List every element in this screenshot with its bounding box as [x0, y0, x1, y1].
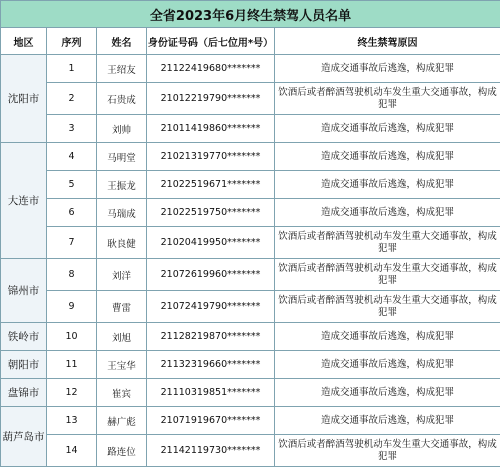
row-name: 耿良健 — [97, 227, 147, 259]
header-region: 地区 — [1, 28, 47, 55]
row-name: 马瑞成 — [97, 199, 147, 227]
row-name: 刘洋 — [97, 259, 147, 291]
row-no: 12 — [47, 379, 97, 407]
row-name: 王绍友 — [97, 55, 147, 83]
table-row — [1, 143, 500, 171]
region-cell: 沈阳市 — [1, 55, 47, 143]
row-no: 2 — [47, 83, 97, 115]
row-reason: 造成交通事故后逃逸，构成犯罪 — [275, 351, 500, 379]
table-row — [1, 115, 500, 143]
row-reason: 造成交通事故后逃逸，构成犯罪 — [275, 407, 500, 435]
row-no: 11 — [47, 351, 97, 379]
row-id: 21072619960******* — [147, 259, 275, 291]
row-id: 21071919670******* — [147, 407, 275, 435]
row-id: 21142119730******* — [147, 435, 275, 467]
row-id: 21011419860******* — [147, 115, 275, 143]
row-reason: 造成交通事故后逃逸，构成犯罪 — [275, 199, 500, 227]
row-id: 21021319770******* — [147, 143, 275, 171]
row-id: 21022519750******* — [147, 199, 275, 227]
row-no: 8 — [47, 259, 97, 291]
table-row — [1, 259, 500, 291]
region-cell: 盘锦市 — [1, 379, 47, 407]
row-reason: 造成交通事故后逃逸，构成犯罪 — [275, 379, 500, 407]
header-no: 序列 — [47, 28, 97, 55]
region-cell: 朝阳市 — [1, 351, 47, 379]
row-id: 21022519671******* — [147, 171, 275, 199]
row-reason: 饮酒后或者醉酒驾驶机动车发生重大交通事故，构成犯罪 — [275, 83, 500, 115]
row-reason: 造成交通事故后逃逸，构成犯罪 — [275, 55, 500, 83]
row-id: 21122419680******* — [147, 55, 275, 83]
row-name: 王宝华 — [97, 351, 147, 379]
region-cell: 大连市 — [1, 143, 47, 259]
table-row — [1, 55, 500, 83]
table-row — [1, 171, 500, 199]
table-row — [1, 379, 500, 407]
table-row — [1, 407, 500, 435]
table-row — [1, 435, 500, 467]
row-name: 崔宾 — [97, 379, 147, 407]
row-no: 6 — [47, 199, 97, 227]
row-no: 10 — [47, 323, 97, 351]
row-id: 21072419790******* — [147, 291, 275, 323]
table-row — [1, 291, 500, 323]
table-title-row — [1, 1, 500, 28]
row-name: 刘旭 — [97, 323, 147, 351]
header-row — [1, 28, 500, 55]
table-title: 全省2023年6月终生禁驾人员名单 — [1, 1, 500, 28]
row-reason: 饮酒后或者醉酒驾驶机动车发生重大交通事故，构成犯罪 — [275, 435, 500, 467]
row-reason: 造成交通事故后逃逸，构成犯罪 — [275, 115, 500, 143]
row-reason: 造成交通事故后逃逸，构成犯罪 — [275, 323, 500, 351]
header-name: 姓名 — [97, 28, 147, 55]
row-id: 21012219790******* — [147, 83, 275, 115]
table-row — [1, 199, 500, 227]
region-cell: 锦州市 — [1, 259, 47, 323]
row-name: 王振龙 — [97, 171, 147, 199]
row-reason: 饮酒后或者醉酒驾驶机动车发生重大交通事故，构成犯罪 — [275, 291, 500, 323]
row-no: 5 — [47, 171, 97, 199]
row-no: 9 — [47, 291, 97, 323]
row-no: 13 — [47, 407, 97, 435]
row-name: 曹雷 — [97, 291, 147, 323]
region-cell: 铁岭市 — [1, 323, 47, 351]
row-no: 14 — [47, 435, 97, 467]
row-name: 路连位 — [97, 435, 147, 467]
row-no: 4 — [47, 143, 97, 171]
row-no: 7 — [47, 227, 97, 259]
row-no: 1 — [47, 55, 97, 83]
table-row — [1, 351, 500, 379]
region-cell: 葫芦岛市 — [1, 407, 47, 467]
table-row — [1, 323, 500, 351]
row-name: 石贵成 — [97, 83, 147, 115]
row-id: 21128219870******* — [147, 323, 275, 351]
table-row — [1, 83, 500, 115]
header-id: 身份证号码（后七位用*号） — [147, 28, 275, 55]
table-row — [1, 227, 500, 259]
row-reason: 造成交通事故后逃逸，构成犯罪 — [275, 143, 500, 171]
row-name: 马明堂 — [97, 143, 147, 171]
row-id: 21132319660******* — [147, 351, 275, 379]
row-name: 刘帅 — [97, 115, 147, 143]
row-id: 21020419950******* — [147, 227, 275, 259]
row-reason: 饮酒后或者醉酒驾驶机动车发生重大交通事故，构成犯罪 — [275, 259, 500, 291]
row-no: 3 — [47, 115, 97, 143]
row-reason: 饮酒后或者醉酒驾驶机动车发生重大交通事故，构成犯罪 — [275, 227, 500, 259]
row-name: 赫广彪 — [97, 407, 147, 435]
header-reason: 终生禁驾原因 — [275, 28, 500, 55]
row-reason: 造成交通事故后逃逸，构成犯罪 — [275, 171, 500, 199]
row-id: 21110319851******* — [147, 379, 275, 407]
